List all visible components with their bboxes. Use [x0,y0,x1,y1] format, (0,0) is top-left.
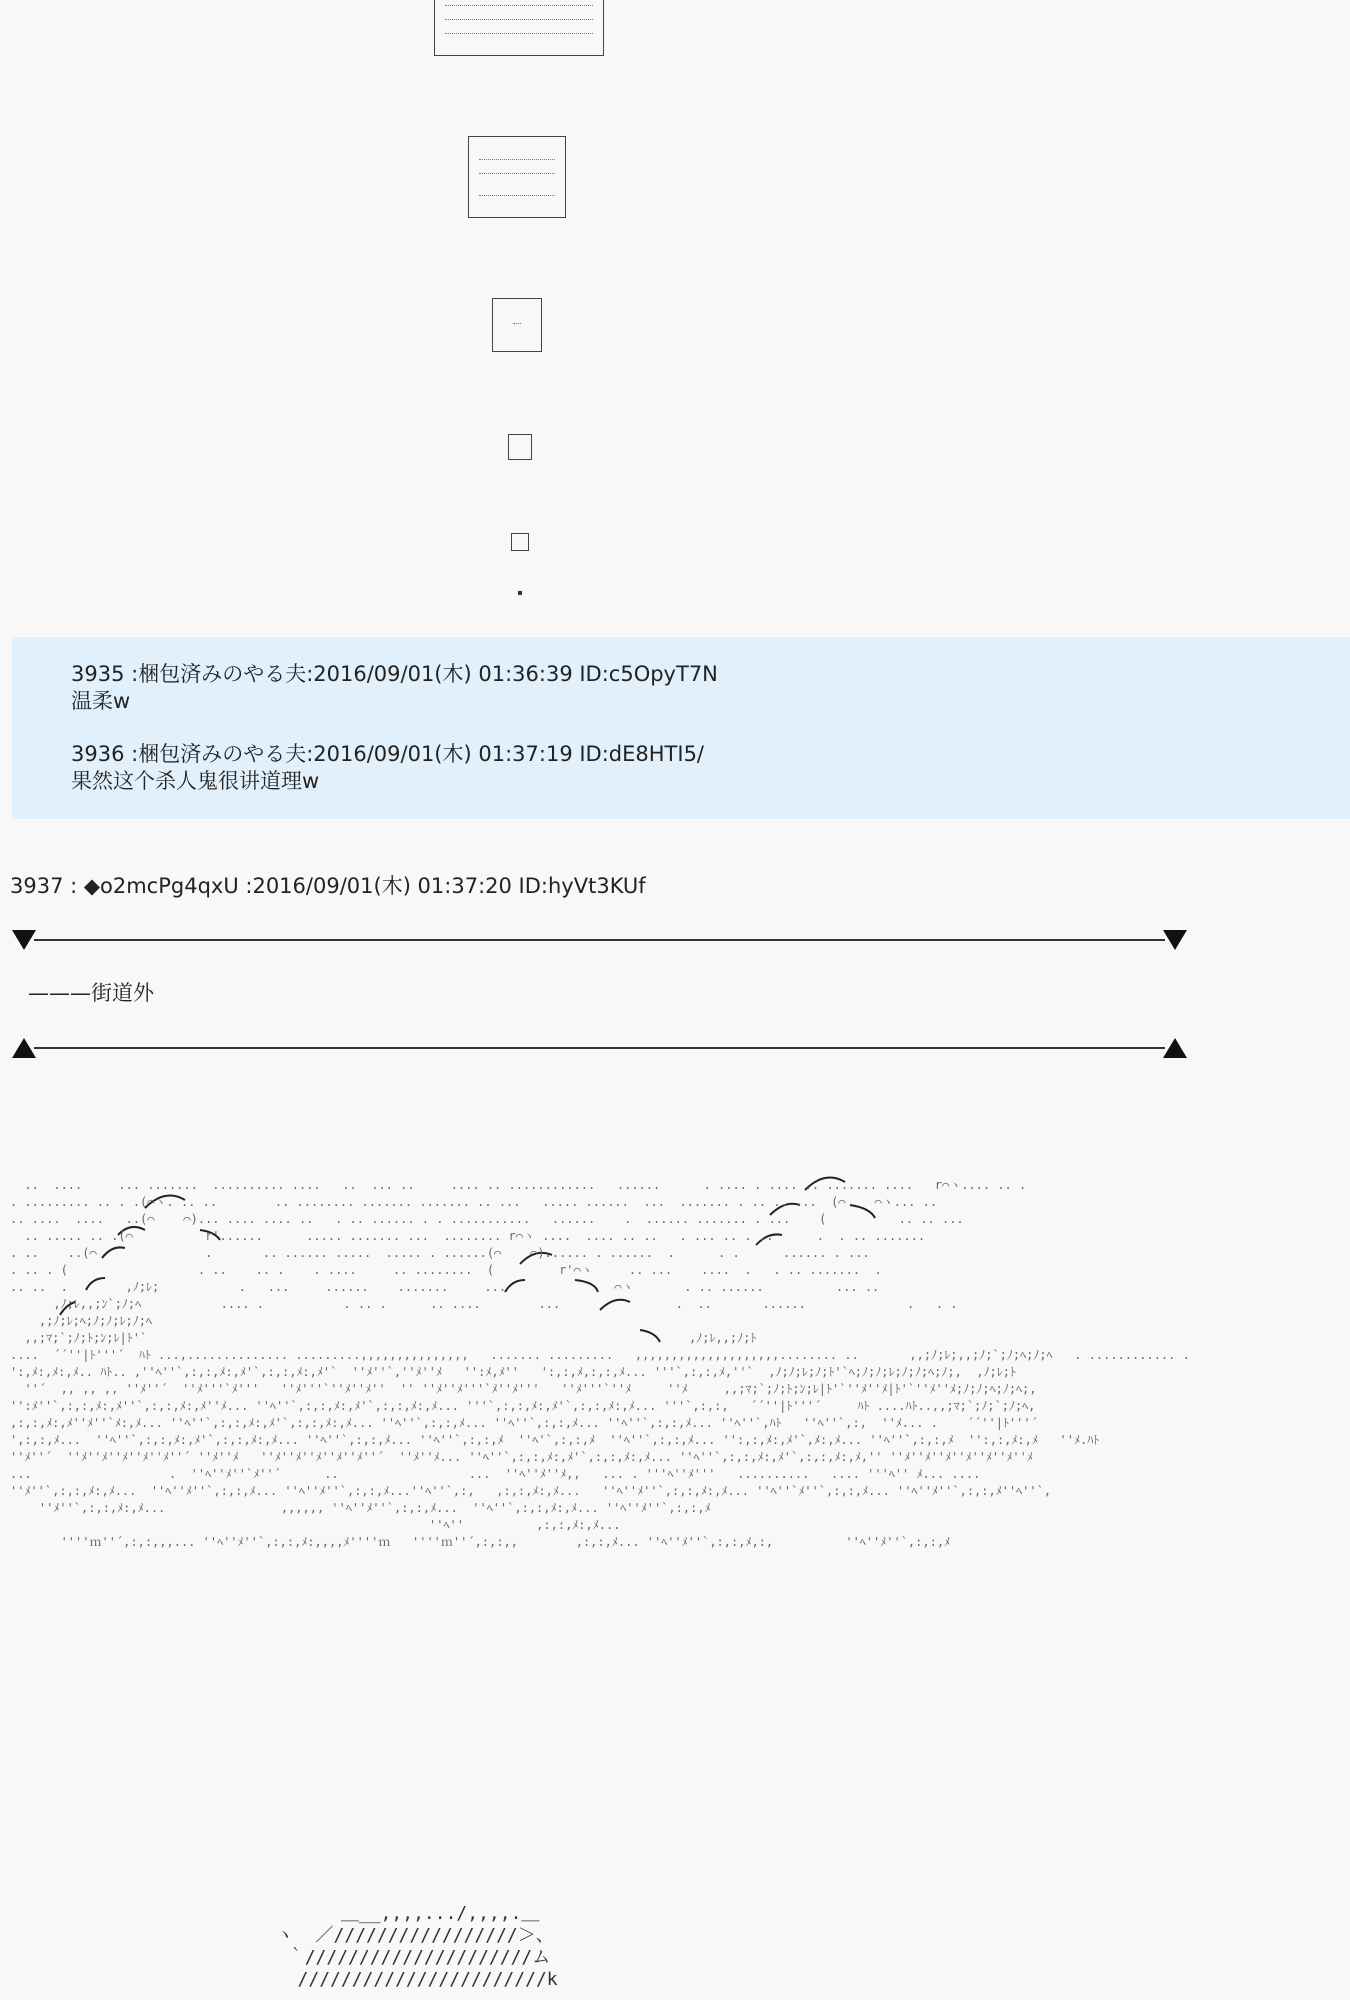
triangle-up-icon [12,1038,36,1058]
box-dots [445,33,593,34]
ascii-line: ''´ ,, ,, ,, ''ﾒ''´ ''ﾒ'''`ﾒ''' ''ﾒ'''`''ﾒ''ﾒ'' '' ''ﾒ''ﾒ'''`ﾒ''ﾒ''' ''ﾒ'''`''ﾒ ''ﾒ ,,;ﾏ;`;ﾉ;ﾄ;ﾝ;ﾚ|ﾄ'`''ﾒ''ﾒ|ﾄ'`''ﾒ''ﾒ;ﾉ;ﾉ;ﾍ;ﾉ;ﾍ;, [10,1382,1037,1396]
post-header: 3936 :梱包済みのやる夫:2016/09/01(木) 01:37:19 ID:dE8HTI5/ [71,742,705,766]
box-dots [513,323,521,324]
triangle-down-icon [1163,930,1187,950]
ascii-line: ''ﾒ''`,:,:,ﾒ:,ﾒ... ,,,,,, ''ﾍ''ﾒ''`,:,:,ﾒ... ''ﾍ''`,:,:,ﾒ:,ﾒ... ''ﾍ''ﾒ''`,:,:,ﾒ [10,1501,711,1515]
ascii-line: ＿__,,,,.../,,,,.＿ [200,1903,540,1924]
scene-divider-top [12,928,1187,952]
triangle-up-icon [1163,1038,1187,1058]
ascii-line: . .. . ( . .. .. . . .... .. ........ ( r'⌒ヽ .. ... .... . . .. ....... . [10,1263,882,1277]
box-dots [479,173,555,174]
box-dots [479,159,555,160]
ascii-line: ''ﾒ''´ ''ﾒ''ﾒ''ﾒ''ﾒ''ﾒ''´ ''ﾒ''ﾒ ''ﾒ''ﾒ''ﾒ''ﾒ''ﾒ''´ ''ﾒ''ﾒ... ''ﾍ''`,:,:,ﾒ:,ﾒ'`,:,:,ﾒ:,ﾒ... ''ﾍ''`,:,:,ﾒ:,ﾒ'`,:,:,ﾒ:,ﾒ,'' ''ﾒ''ﾒ''ﾒ''ﾒ''ﾒ''ﾒ''ﾒ [10,1450,1033,1464]
ascii-line: ':,ﾒ:,ﾒ:,ﾒ.. ﾊﾄ.. ,''ﾍ''`,:,:,ﾒ:,ﾒ'`,:,:,ﾒ:,ﾒ'` ''ﾒ''`,''ﾒ''ﾒ '':ﾒ,ﾒ'' ':,:,ﾒ,:,:,ﾒ... '''`,:,:,ﾒ,''` ,ﾉ;ﾉ;ﾚ;ﾉ;ﾄ'`ﾍ;ﾉ;ﾉ;ﾚ;ﾉ;ﾉ;ﾍ;ﾉ;, ,ﾉ;ﾚ;ﾄ [10,1365,1016,1379]
ascii-line: ,:,:,ﾒ:,ﾒ''ﾒ''`ﾒ:,ﾒ... ''ﾍ''`,:,:,ﾒ:,ﾒ'`,:,:,ﾒ:,ﾒ... ''ﾍ''`,:,:,ﾒ... ''ﾍ''`,:,:,ﾒ... ''ﾍ''`,:,:,ﾒ... ''ﾍ''`,ﾊﾄ ''ﾍ''`,:, ''ﾒ... . ´´''|ﾄ'''´ [10,1416,1038,1430]
main-post-header: 3937 : ◆o2mcPg4qxU :2016/09/01(木) 01:37:20 ID:hyVt3KUf [10,874,646,898]
ascii-line: ///////////////////////k [200,1969,558,1990]
ascii-line: ''''ｍ''´,:,:,,,... ''ﾍ''ﾒ''`,:,:,ﾒ:,,,,ﾒ''''ｍ ''''ｍ''´,:,:,, ,:,:,ﾒ... ''ﾍ''ﾒ''`,:,:,ﾒ,:, ''ﾍ''ﾒ''`,:,:,ﾒ [10,1535,951,1549]
post-body: 果然这个杀人鬼很讲道理w [71,769,320,793]
box-dots [445,19,593,20]
divider-line [34,939,1165,941]
box-top-frame [434,0,604,56]
ascii-line: .. ..... .. .(⌒ r'...... ..... ....... ... ........ r⌒ヽ .... .... .. .. . ... .. . .. . . .. ....... [10,1229,926,1243]
box-frame-5 [511,533,529,551]
ascii-line: ''ﾒ''`,:,:,ﾒ:,ﾒ... ''ﾍ''ﾒ''`,:,:,ﾒ... ''ﾍ''ﾒ''`,:,:,ﾒ...''ﾍ''`,:, ,:,:,ﾒ:,ﾒ... ''ﾍ''ﾒ''`,:,:,ﾒ:,ﾒ... ''ﾍ''`ﾒ''`,:,:,ﾒ... ''ﾍ''ﾒ''`,:,:,ﾒ''ﾍ''`, [10,1484,1052,1498]
post-body: 温柔w [71,689,131,713]
ascii-line: .. .... ... ....... .......... .... .. ... .. .... .. ............ ...... . .... . .... .. ....... .... r⌒ヽ.... .. . [10,1178,1027,1192]
divider-line [34,1047,1165,1049]
box-frame-3 [492,298,542,352]
ascii-line: ｀/////////////////////ム [200,1947,551,1968]
ascii-line: '':ﾒ''`,:,:,ﾒ:,ﾒ''`,:,:,ﾒ:,ﾒ''ﾒ... ''ﾍ''`,:,:,ﾒ:,ﾒ'`,:,:,ﾒ:,ﾒ... '''`,:,:,ﾒ:,ﾒ'`,:,:,ﾒ:,ﾒ... '''`,:,:, ´´''|ﾄ'''´ ﾊﾄ ....ﾊﾄ..,,;ﾏ;`;ﾉ;`;ﾉ;ﾍ, [10,1399,1036,1413]
ascii-line: ,;ﾉ;ﾚ;ﾍ;ﾉ;ﾉ;ﾚ;ﾉ;ﾍ [10,1314,152,1328]
ascii-line: ',:,:,ﾒ... ''ﾍ''`,:,:,ﾒ:,ﾒ'`,:,:,ﾒ:,ﾒ... ''ﾍ''`,:,:,ﾒ... ''ﾍ''`,:,:,ﾒ ''ﾍ'`,:,:,ﾒ ''ﾍ''`,:,:,ﾒ... '':,:,ﾒ:,ﾒ'`,ﾒ:,ﾒ... ''ﾍ''`,:,:,ﾒ '':,:,ﾒ:,ﾒ ''ﾒ.ﾊﾄ [10,1433,1100,1447]
ascii-line: . ......... .. . .(⌒ヽ. .. .. .. ........ ....... ....... .. ... ..... ...... ... ....... . .. .. ... (⌒ ⌒ヽ... .. [10,1195,938,1209]
post-header: 3935 :梱包済みのやる夫:2016/09/01(木) 01:36:39 ID:c5OpyT7N [71,662,718,686]
ascii-line: ,ﾉ;ﾚ,,;ﾝ`;ﾉ;ﾍ .... . . .. . .. .... ... . .. ...... . . . [10,1297,958,1311]
ascii-line: ... . ''ﾍ''ﾒ''`ﾒ''´ .. ... ''ﾍ''ﾒ''ﾒ,, ... . '''ﾍ''ﾒ''' .......... .... '''ﾍ'' ﾒ... .... [10,1467,981,1481]
ascii-landscape-art [10,1177,1310,1551]
ascii-line: .... ´´''|ﾄ'''´ ﾊﾄ ...,.............. .........,,,,,,,,,,,,,,, ....... ......... ,,,,,,,,,,,,,,,,,,,,........ .. ,,;ﾉ;ﾚ;,,;ﾉ;`;ﾉ;ﾍ;ﾉ;ﾍ . ............ . [10,1348,1190,1362]
box-dot [518,591,522,595]
ascii-figure-art [200,1903,558,1991]
ascii-line: .. .. . ,ﾉ;ﾚ; . ... ...... ....... ... ⌒ヽ . .. ...... ... .. [10,1280,880,1294]
box-frame-2 [468,136,566,218]
ascii-line: ヽ ／/////////////////＞、 [200,1925,554,1946]
triangle-down-icon [12,930,36,950]
box-frame-4 [508,434,532,460]
scene-title: ———街道外 [28,981,154,1005]
ascii-line: . .. ..(⌒ . .. ...... ..... ..... . ......(⌒ ⌒)...... . ...... . . . ...... . ... [10,1246,870,1260]
box-dots [445,5,593,6]
ascii-line: ,,;ﾏ;`;ﾉ;ﾄ;ﾝ;ﾚ|ﾄ'` ,ﾉ;ﾚ,,;ﾉ;ﾄ [10,1331,757,1345]
scene-divider-bottom [12,1036,1187,1060]
ascii-line: ''ﾍ'' ,:,:,ﾒ:,ﾒ... [10,1518,621,1532]
box-dots [479,195,555,196]
ascii-line: .. .... .... ..(⌒ ⌒)... .... .... .. . .. ...... . . ........... ...... . ...... ....... . ... ( .. .. ... [10,1212,964,1226]
